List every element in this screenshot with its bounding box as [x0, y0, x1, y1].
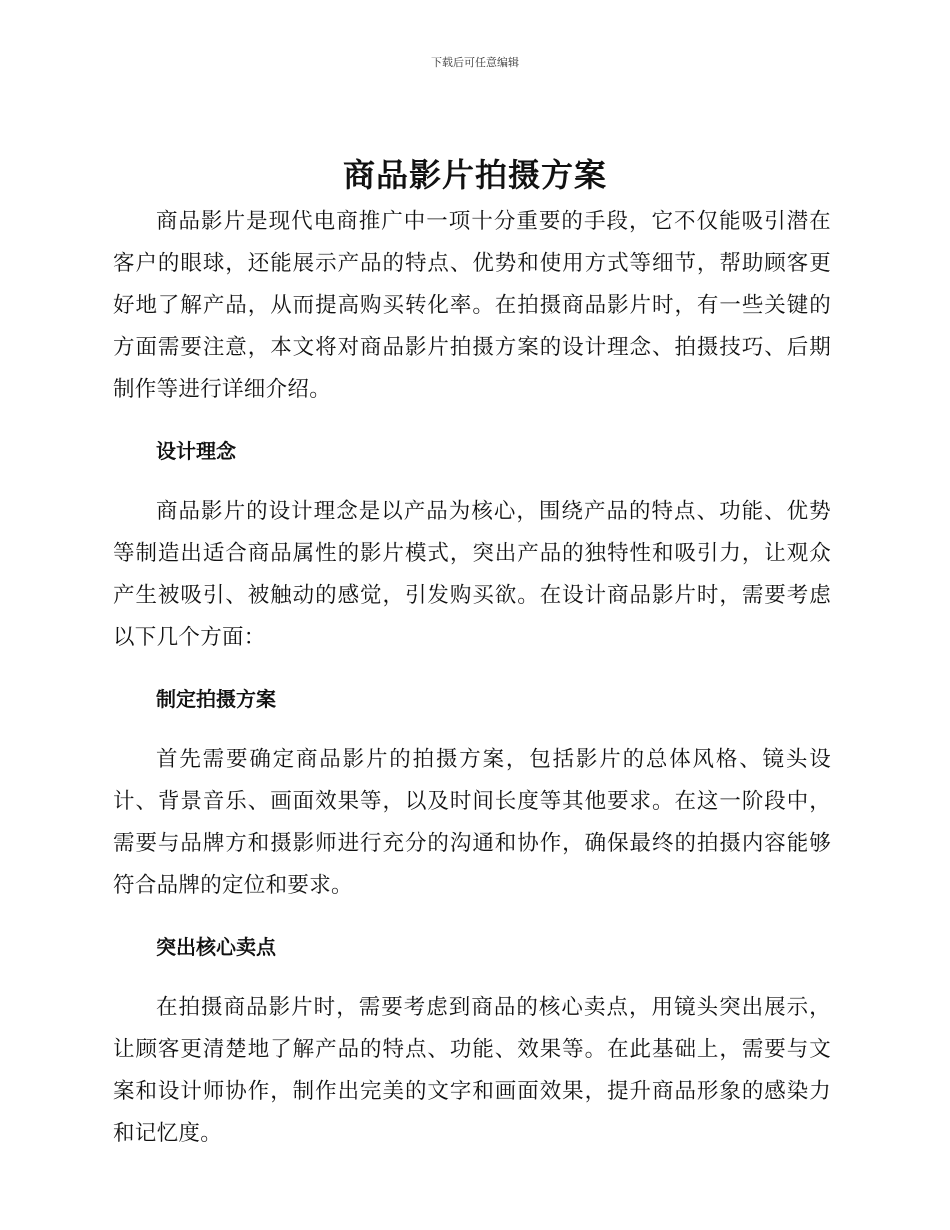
spacer	[113, 659, 831, 686]
spacer	[113, 464, 831, 491]
document-body	[113, 201, 831, 1155]
intro-paragraph: 商品影片是现代电商推广中一项十分重要的手段，它不仅能吸引潜在客户的眼球，还能展示产品的特点、优势和使用方式等细节，帮助顾客更好地了解产品，从而提高购买转化率。在拍摄商品影片时，有一些关键的方面需要注意，本文将对商品影片拍摄方案的设计理念、拍摄技巧、后期制作等进行详细介绍。	[113, 209, 831, 402]
section-heading-shooting-plan: 制定拍摄方案	[156, 687, 276, 711]
section-body-shooting-plan: 首先需要确定商品影片的拍摄方案，包括影片的总体风格、镜头设计、背景音乐、画面效果等，以及时间长度等其他要求。在这一阶段中，需要与品牌方和摄影师进行充分的沟通和协作，确保最终的拍摄内容能够符合品牌的定位和要求。	[113, 747, 831, 898]
document-title: 商品影片拍摄方案	[342, 156, 607, 194]
spacer	[113, 960, 831, 987]
page-header-note: 下载后可任意编辑	[431, 56, 519, 69]
section-heading-design-concept: 设计理念	[156, 439, 236, 463]
section-heading-core-selling-points: 突出核心卖点	[156, 935, 276, 959]
section-body-core-selling-points: 在拍摄商品影片时，需要考虑到商品的核心卖点，用镜头突出展示，让顾客更清楚地了解产品的特点、功能、效果等。在此基础上，需要与文案和设计师协作，制作出完美的文字和画面效果，提升商品形象的感染力和记忆度。	[113, 995, 831, 1146]
spacer	[113, 907, 831, 934]
section-body-design-concept: 商品影片的设计理念是以产品为核心，围绕产品的特点、功能、优势等制造出适合商品属性的影片模式，突出产品的独特性和吸引力，让观众产生被吸引、被触动的感觉，引发购买欲。在设计商品影片时，需要考虑以下几个方面：	[113, 499, 831, 650]
spacer	[113, 712, 831, 739]
spacer	[113, 411, 831, 438]
